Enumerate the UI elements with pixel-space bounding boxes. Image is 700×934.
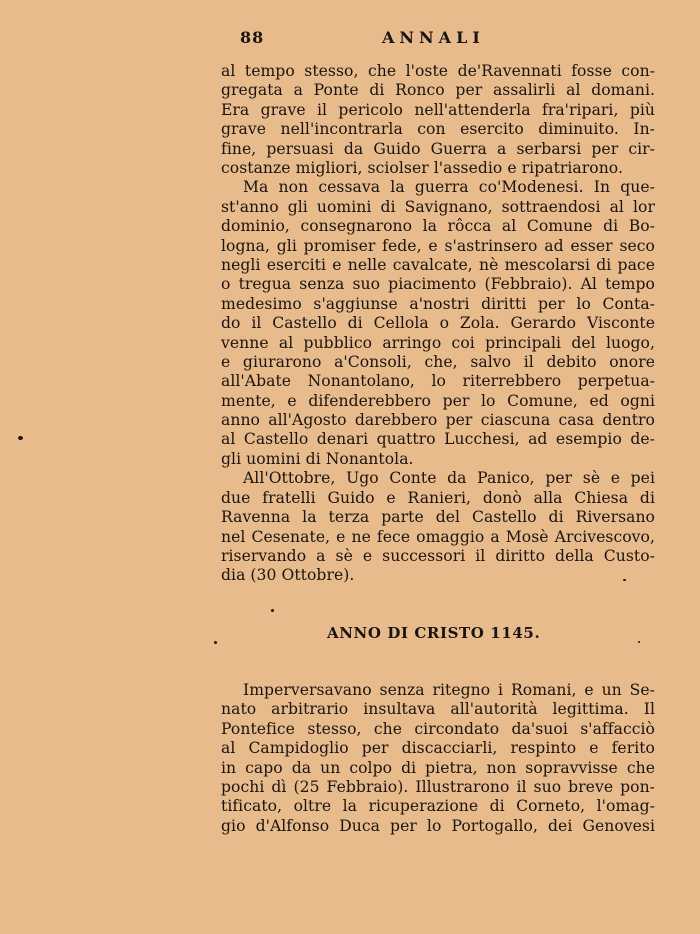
paragraph-ottobre: [221, 469, 655, 585]
paragraph-continuation: [221, 62, 655, 178]
text-line: Era grave il pericolo nell'attenderla fra'ripari, più: [221, 100, 655, 119]
text-line: in capo da un colpo di pietra, non sopravvisse che: [221, 758, 655, 777]
running-head: ANNALI: [382, 28, 485, 47]
page-number: 88: [240, 28, 265, 47]
text-line: grave nell'incontrarla con esercito diminuito. In-: [221, 120, 655, 139]
text-line: negli eserciti e nelle cavalcate, nè mescolarsi di pace: [221, 255, 655, 274]
text-line: e giurarono a'Consoli, che, salvo il debito onore: [221, 352, 655, 371]
text-line: dominio, consegnarono la rôcca al Comune di Bo-: [221, 217, 655, 236]
text-line: al tempo stesso, che l'oste de'Ravennati fosse con-: [221, 62, 655, 80]
paragraph-romani: [221, 681, 655, 836]
text-line: mente, e difenderebbero per lo Comune, ed ogni: [221, 391, 655, 410]
text-line: All'Ottobre, Ugo Conte da Panico, per sè e pei: [243, 469, 655, 488]
text-line: pochi dì (25 Febbraio). Illustrarono il suo breve pon-: [221, 777, 655, 796]
text-line: gio d'Alfonso Duca per lo Portogallo, dei Genovesi: [221, 816, 655, 835]
text-line: gregata a Ponte di Ronco per assalirli al domani.: [221, 81, 655, 100]
text-line: due fratelli Guido e Ranieri, donò alla Chiesa di: [221, 488, 655, 507]
text-line: logna, gli promiser fede, e s'astrinsero ad esser seco: [221, 236, 655, 255]
text-line: venne al pubblico arringo coi principali del luogo,: [221, 333, 655, 352]
text-line: nel Cesenate, e ne fece omaggio a Mosè Arcivescovo,: [221, 527, 655, 546]
text-line: gli uomini di Nonantola.: [221, 449, 414, 468]
text-line: fine, persuasi da Guido Guerra a serbarsi per cir-: [221, 139, 655, 158]
text-line: dia (30 Ottobre).: [221, 566, 355, 585]
scan-speck: [623, 579, 626, 581]
text-line: st'anno gli uomini di Savignano, sottraendosi al lor: [221, 197, 655, 216]
text-line: anno all'Agosto darebbero per ciascuna casa dentro: [221, 411, 655, 430]
text-line: all'Abate Nonantolano, lo riterrebbero perpetua-: [221, 372, 655, 391]
scan-speck: [638, 641, 640, 643]
scan-speck: [18, 436, 23, 440]
text-line: costanze migliori, sciolser l'assedio e ripatriarono.: [221, 158, 623, 177]
text-line: tificato, oltre la ricuperazione di Corneto, l'omag-: [221, 797, 655, 816]
page-header: [0, 28, 700, 50]
text-line: Imperversavano senza ritegno i Romani, e un Se-: [243, 681, 655, 699]
text-line: Pontefice stesso, che circondato da'suoi s'affacciò: [221, 719, 655, 738]
text-line: al Castello denari quattro Lucchesi, ad esempio de-: [221, 430, 655, 449]
text-line: nato arbitrario insultava all'autorità legittima. Il: [221, 700, 655, 719]
text-line: medesimo s'aggiunse a'nostri diritti per lo Conta-: [221, 294, 655, 313]
text-line: Ma non cessava la guerra co'Modenesi. In que-: [243, 178, 655, 197]
text-line: al Campidoglio per discacciarli, respinto e ferito: [221, 739, 655, 758]
section-heading-text: ANNO DI CRISTO 1145.: [327, 624, 541, 642]
scan-speck: [271, 609, 274, 612]
text-line: riservando a sè e successori il diritto della Custo-: [221, 546, 655, 565]
text-line: do il Castello di Cellola o Zola. Gerardo Visconte: [221, 314, 655, 333]
scan-speck: [214, 641, 217, 644]
text-line: o tregua senza suo piacimento (Febbraio). Al tempo: [221, 275, 655, 294]
text-line: Ravenna la terza parte del Castello di Riversano: [221, 508, 655, 527]
paragraph-modenesi: [221, 178, 655, 469]
